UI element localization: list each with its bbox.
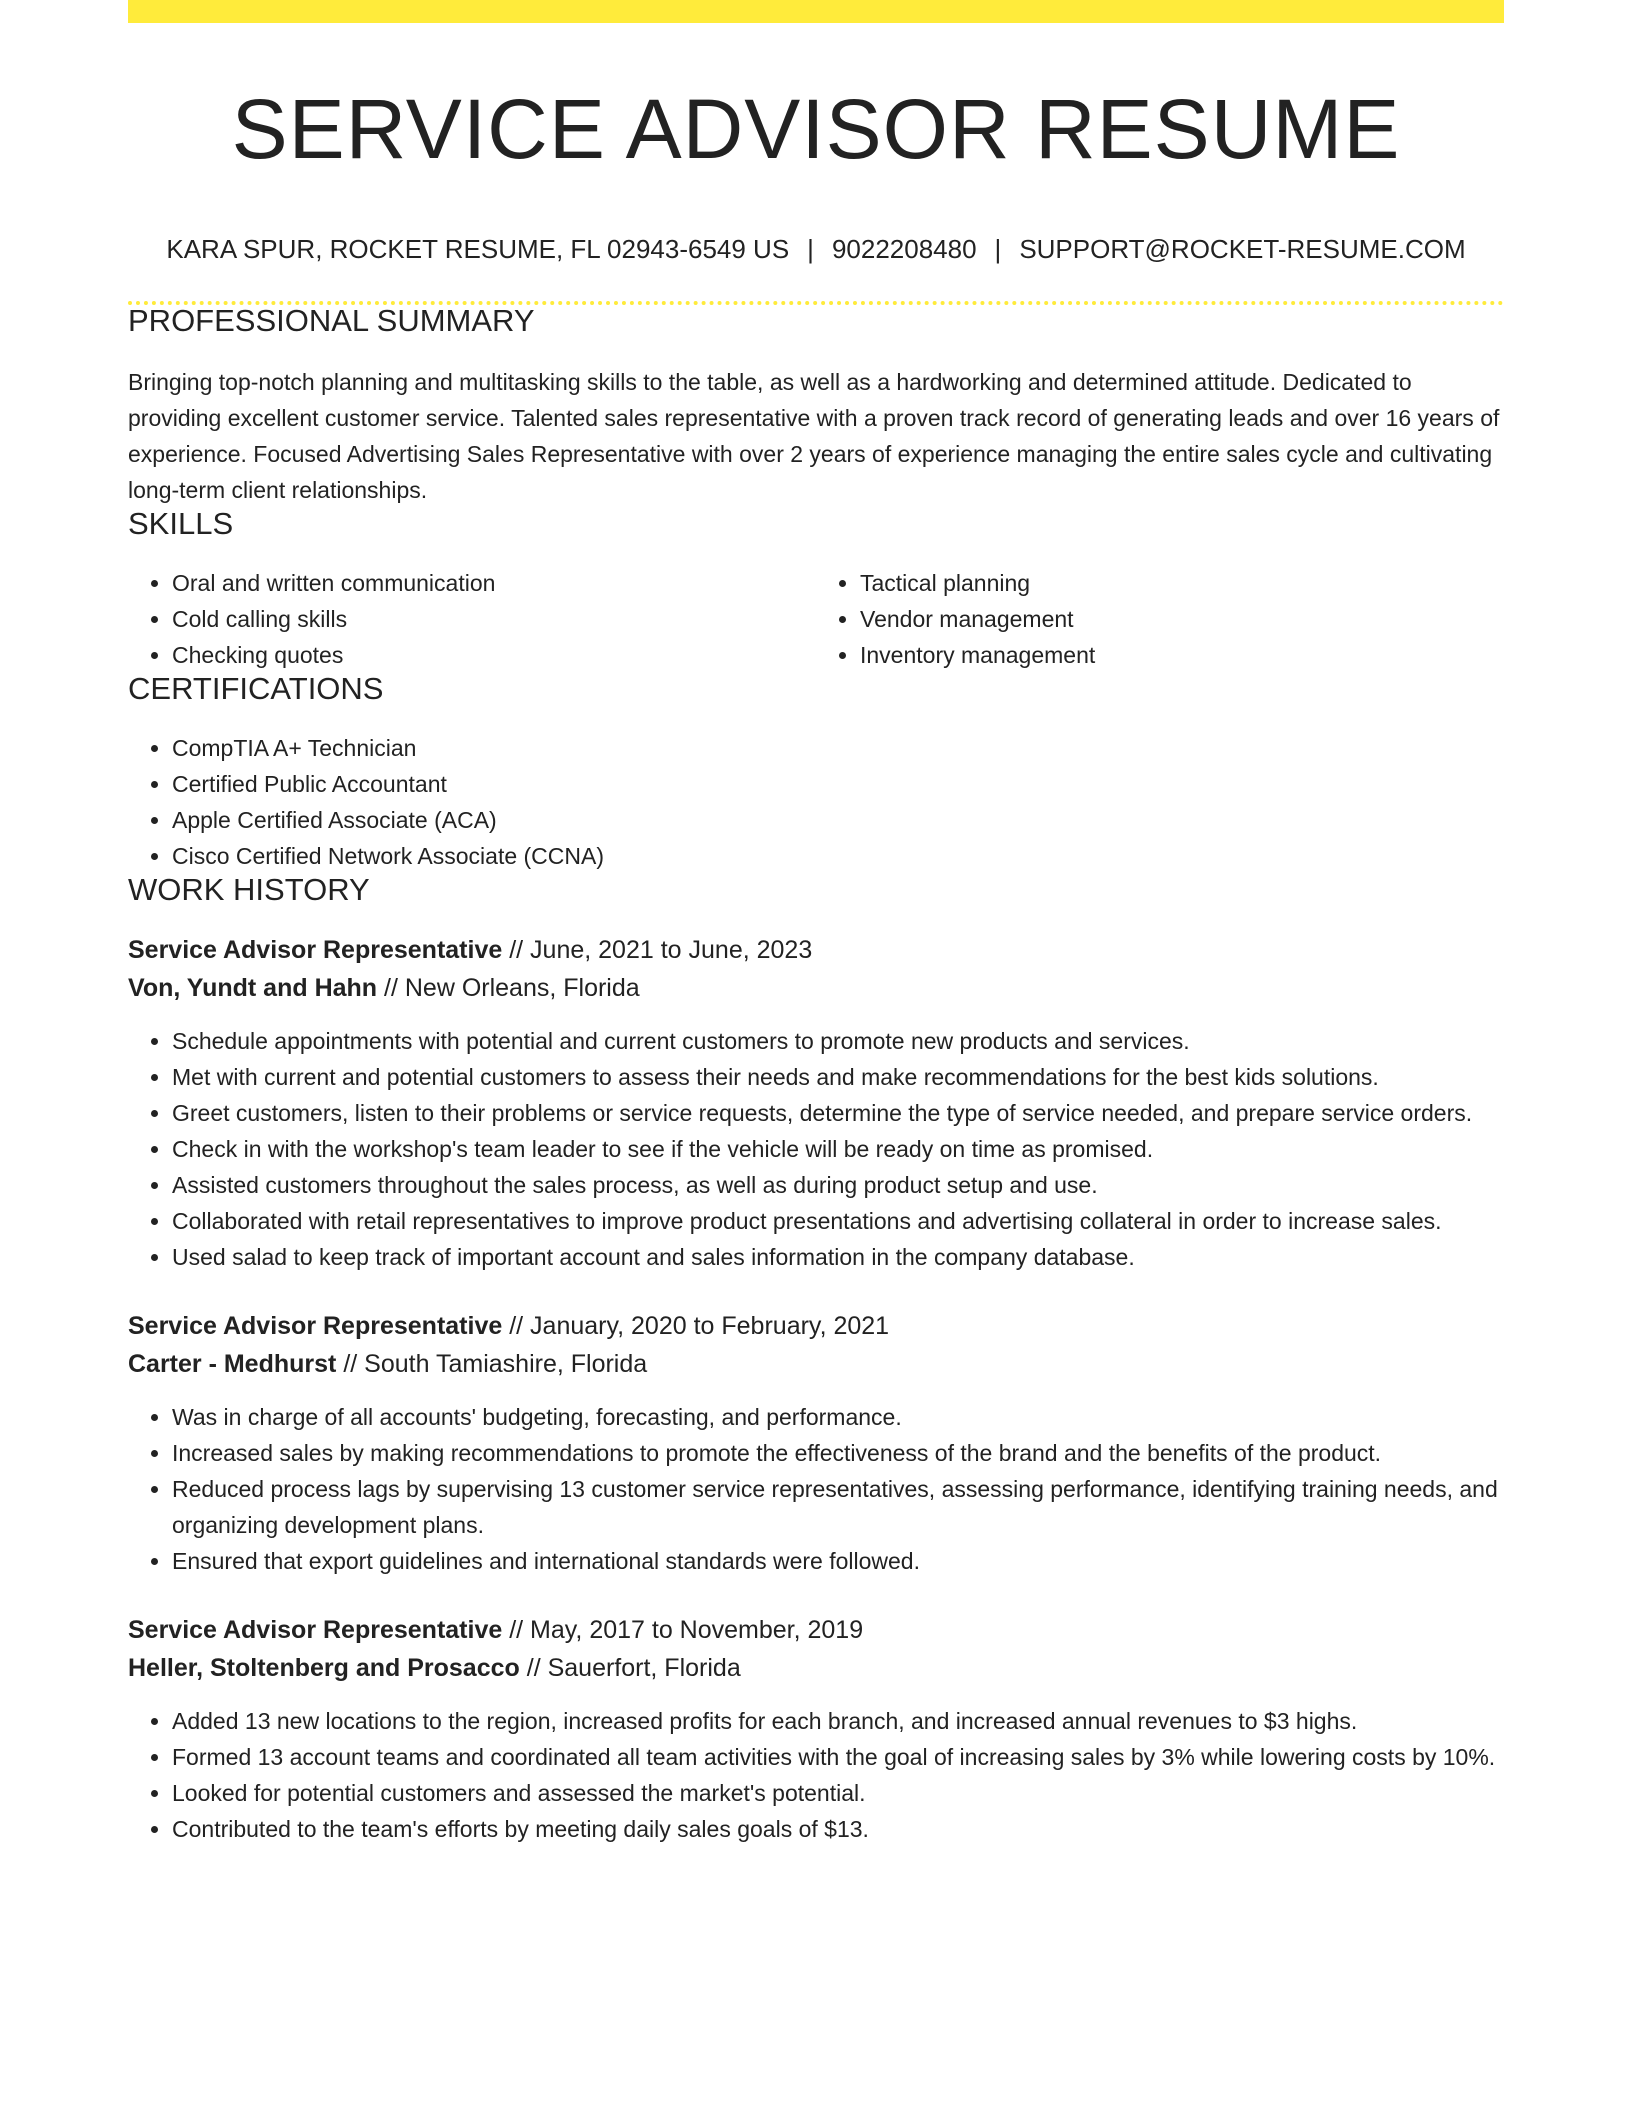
job-role-line — [128, 1611, 1504, 1649]
job-bullet: • Was in charge of all accounts' budgeting, forecasting, and performance. — [172, 1399, 1504, 1435]
job-bullet: • Met with current and potential customers to assess their needs and make recommendations for the best kids solutions. — [172, 1059, 1504, 1095]
job-bullet: • Contributed to the team's efforts by meeting daily sales goals of $13. — [172, 1811, 1504, 1847]
skills-list-right — [816, 565, 1504, 673]
contact-separator: | — [994, 234, 1002, 264]
top-accent-bar — [128, 0, 1504, 23]
summary-text: Bringing top-notch planning and multitasking skills to the table, as well as a hardworking and determined attitude. Dedicated to providing excellent customer service. Talented sales representative with a proven track record of generating leads and over 16 years of experience. Focused Advertising Sales Representative with over 2 years of experience managing the entire sales cycle and cultivating long-term client relationships. — [128, 369, 1500, 503]
certifications-heading: CERTIFICATIONS — [128, 671, 384, 706]
job-bullet: • Reduced process lags by supervising 13 customer service representatives, assessing performance, identifying training needs, and organizing development plans. — [172, 1471, 1504, 1543]
job-bullet: • Check in with the workshop's team leader to see if the vehicle will be ready on time as promised. — [172, 1131, 1504, 1167]
contact-separator: | — [807, 234, 814, 264]
job-company: Carter - Medhurst — [128, 1350, 337, 1378]
certification-item: • Apple Certified Associate (ACA) — [172, 802, 1504, 838]
job-location: // New Orleans, Florida — [377, 974, 640, 1002]
job-company: Heller, Stoltenberg and Prosacco — [128, 1654, 520, 1682]
job-role-line — [128, 931, 1504, 969]
job-company-line — [128, 969, 1504, 1007]
job-company-line — [128, 1649, 1504, 1687]
job-bullet: • Used salad to keep track of important account and sales information in the company database. — [172, 1239, 1504, 1275]
certification-item: • CompTIA A+ Technician — [172, 730, 1504, 766]
skills-columns — [128, 565, 1504, 673]
job-role-line — [128, 1307, 1504, 1345]
job-location: // Sauerfort, Florida — [519, 1654, 741, 1682]
job-company: Von, Yundt and Hahn — [128, 974, 378, 1002]
job-dates: // May, 2017 to November, 2019 — [502, 1616, 864, 1644]
skill-item: • Inventory management — [860, 637, 1504, 673]
job-bullets — [128, 1399, 1504, 1579]
job-bullet: • Collaborated with retail representatives to improve product presentations and advertising collateral in order to increase sales. — [172, 1203, 1504, 1239]
summary-heading: PROFESSIONAL SUMMARY — [128, 303, 535, 338]
skill-item: • Cold calling skills — [172, 601, 816, 637]
certifications-list — [128, 730, 1504, 874]
job-company-line — [128, 1345, 1504, 1383]
job-role: Service Advisor Representative — [128, 936, 503, 964]
skills-heading: SKILLS — [128, 506, 234, 541]
contact-email: SUPPORT@ROCKET-RESUME.COM — [1019, 234, 1466, 264]
job-bullet: • Greet customers, listen to their problems or service requests, determine the type of service needed, and prepare service orders. — [172, 1095, 1504, 1131]
job-role: Service Advisor Representative — [128, 1312, 503, 1340]
job-bullet: • Ensured that export guidelines and international standards were followed. — [172, 1543, 1504, 1579]
job-bullet: • Schedule appointments with potential and current customers to promote new products and services. — [172, 1023, 1504, 1059]
job-bullet: • Increased sales by making recommendations to promote the effectiveness of the brand and the benefits of the product. — [172, 1435, 1504, 1471]
job-bullet: • Formed 13 account teams and coordinated all team activities with the goal of increasing sales by 3% while lowering costs by 10%. — [172, 1739, 1504, 1775]
job-entry — [128, 931, 1504, 1007]
job-dates: // January, 2020 to February, 2021 — [502, 1312, 890, 1340]
job-bullet: • Added 13 new locations to the region, increased profits for each branch, and increased annual revenues to $3 highs. — [172, 1703, 1504, 1739]
contact-line — [128, 236, 1504, 262]
job-bullet: • Assisted customers throughout the sales process, as well as during product setup and use. — [172, 1167, 1504, 1203]
job-bullet: • Looked for potential customers and assessed the market's potential. — [172, 1775, 1504, 1811]
job-location: // South Tamiashire, Florida — [336, 1350, 648, 1378]
resume-title: SERVICE ADVISOR RESUME — [231, 82, 1401, 176]
skill-item: • Oral and written communication — [172, 565, 816, 601]
skill-item: • Tactical planning — [860, 565, 1504, 601]
job-entry — [128, 1611, 1504, 1687]
job-bullets — [128, 1023, 1504, 1275]
skills-list-left — [128, 565, 816, 673]
contact-phone: 9022208480 — [831, 234, 977, 264]
job-dates: // June, 2021 to June, 2023 — [502, 936, 813, 964]
job-bullets — [128, 1703, 1504, 1847]
skill-item: • Vendor management — [860, 601, 1504, 637]
skill-item: • Checking quotes — [172, 637, 816, 673]
certification-item: • Certified Public Accountant — [172, 766, 1504, 802]
job-entry — [128, 1307, 1504, 1383]
job-role: Service Advisor Representative — [128, 1616, 503, 1644]
work-history-heading: WORK HISTORY — [128, 872, 370, 907]
resume-page — [128, 0, 1504, 1847]
contact-address: KARA SPUR, ROCKET RESUME, FL 02943-6549 US — [166, 234, 790, 264]
certification-item: • Cisco Certified Network Associate (CCNA) — [172, 838, 1504, 874]
